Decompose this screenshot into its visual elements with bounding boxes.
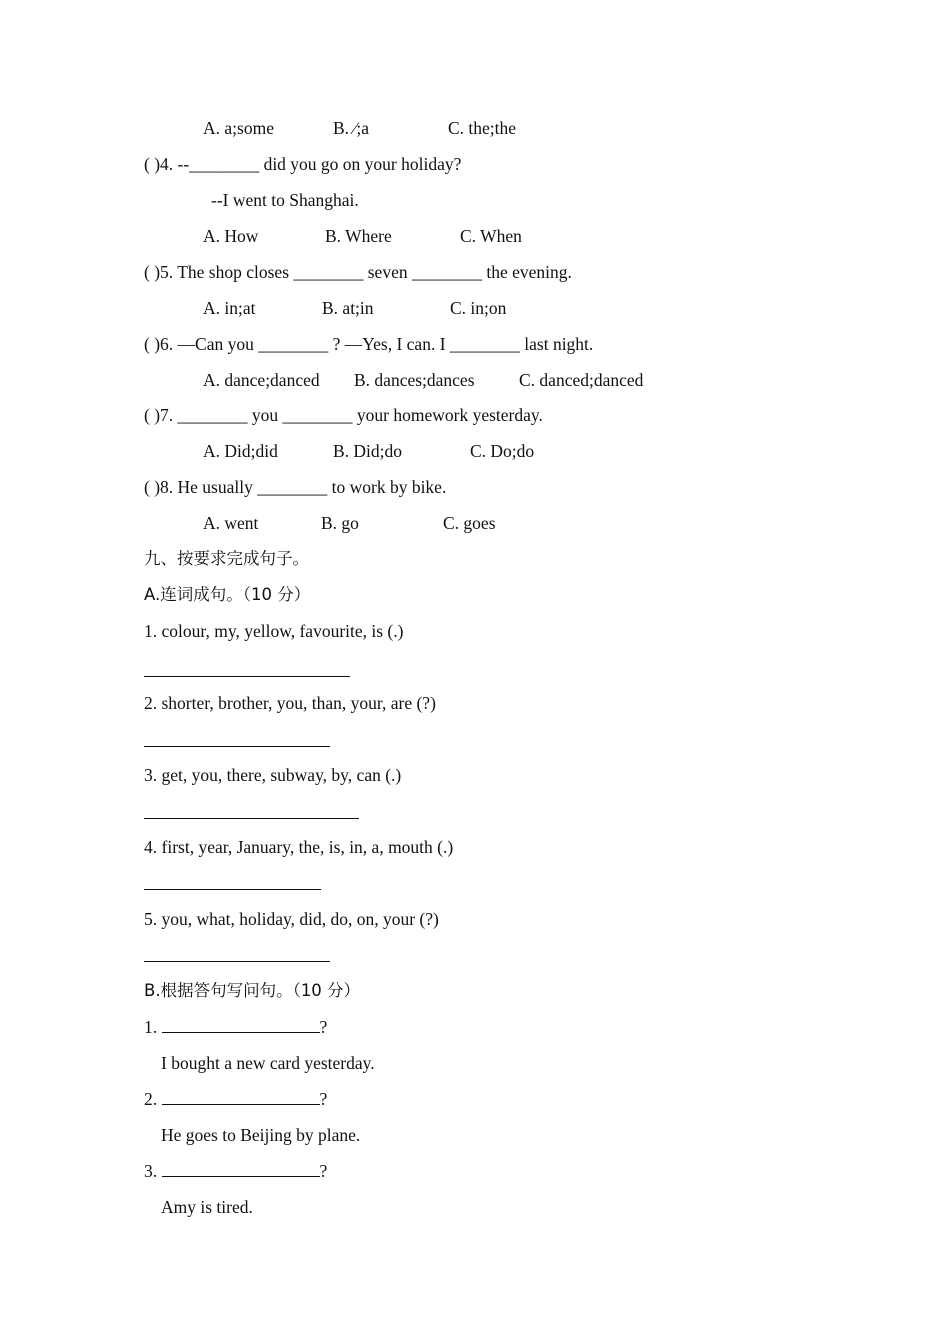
q8-option-c: C. goes (443, 513, 496, 533)
part-b-item-1-number: 1. (144, 1017, 162, 1037)
q7-option-b: B. Did;do (333, 441, 403, 461)
question-7: ( )7. ________ you ________ your homework yesterday. (144, 405, 543, 425)
q5-option-c: C. in;on (450, 298, 507, 318)
answer-line-4[interactable] (144, 889, 321, 890)
question-4 (144, 154, 461, 174)
q4-option-a: A. How (203, 226, 259, 246)
question-5: ( )5. The shop closes ________ seven ________ the evening. (144, 262, 572, 282)
part-b-title: B.根据答句写问句。（10 分） (144, 981, 361, 1000)
q8-option-a: A. went (203, 513, 259, 533)
question-blank-2[interactable] (162, 1090, 320, 1105)
answer-line-2[interactable] (144, 746, 330, 747)
q3-option-c: C. the;the (448, 118, 517, 138)
q6-option-a: A. dance;danced (203, 370, 320, 390)
q3-option-a: A. a;some (203, 118, 274, 138)
q6-option-b: B. dances;dances (354, 370, 475, 390)
q5-option-a: A. in;at (203, 298, 256, 318)
question-8: ( )8. He usually ________ to work by bike. (144, 477, 447, 497)
part-a-item-5: 5. you, what, holiday, did, do, on, your (?) (144, 909, 439, 929)
part-b-item-2-mark: ? (319, 1089, 328, 1109)
q4-text: did you go on your holiday? (259, 154, 462, 174)
q7-option-c: C. Do;do (470, 441, 535, 461)
q8-option-b: B. go (321, 513, 359, 533)
part-b-item-1-mark: ? (319, 1017, 328, 1037)
question-6: ( )6. —Can you ________ ? —Yes, I can. I ________ last night. (144, 334, 594, 354)
part-a-item-1: 1. colour, my, yellow, favourite, is (.) (144, 621, 404, 641)
answer-line-5[interactable] (144, 961, 330, 962)
q4-option-c: C. When (460, 226, 522, 246)
q4-blank: ________ (189, 154, 260, 174)
part-a-item-2: 2. shorter, brother, you, than, your, are (?) (144, 693, 436, 713)
part-a-item-4: 4. first, year, January, the, is, in, a, mouth (.) (144, 837, 454, 857)
q4-reply: --I went to Shanghai. (211, 190, 359, 210)
part-b-item-2 (144, 1089, 327, 1109)
q5-option-b: B. at;in (322, 298, 374, 318)
part-b-item-1 (144, 1017, 327, 1037)
section-9-title: 九、按要求完成句子。 (144, 549, 309, 568)
part-b-answer-2: He goes to Beijing by plane. (161, 1125, 361, 1145)
part-b-item-3 (144, 1161, 327, 1181)
part-b-item-3-mark: ? (319, 1161, 328, 1181)
question-blank-3[interactable] (162, 1162, 320, 1177)
q3-option-b: B. ∕;a (333, 118, 369, 138)
q4-number: ( )4. -- (144, 154, 190, 174)
answer-line-3[interactable] (144, 818, 359, 819)
part-a-title: A.连词成句。（10 分） (144, 585, 311, 604)
answer-line-1[interactable] (144, 676, 350, 677)
q4-option-b: B. Where (325, 226, 392, 246)
part-b-answer-3: Amy is tired. (161, 1197, 253, 1217)
q7-option-a: A. Did;did (203, 441, 278, 461)
part-b-answer-1: I bought a new card yesterday. (161, 1053, 375, 1073)
part-a-item-3: 3. get, you, there, subway, by, can (.) (144, 765, 402, 785)
question-blank-1[interactable] (162, 1018, 320, 1033)
q6-option-c: C. danced;danced (519, 370, 644, 390)
part-b-item-2-number: 2. (144, 1089, 162, 1109)
part-b-item-3-number: 3. (144, 1161, 162, 1181)
